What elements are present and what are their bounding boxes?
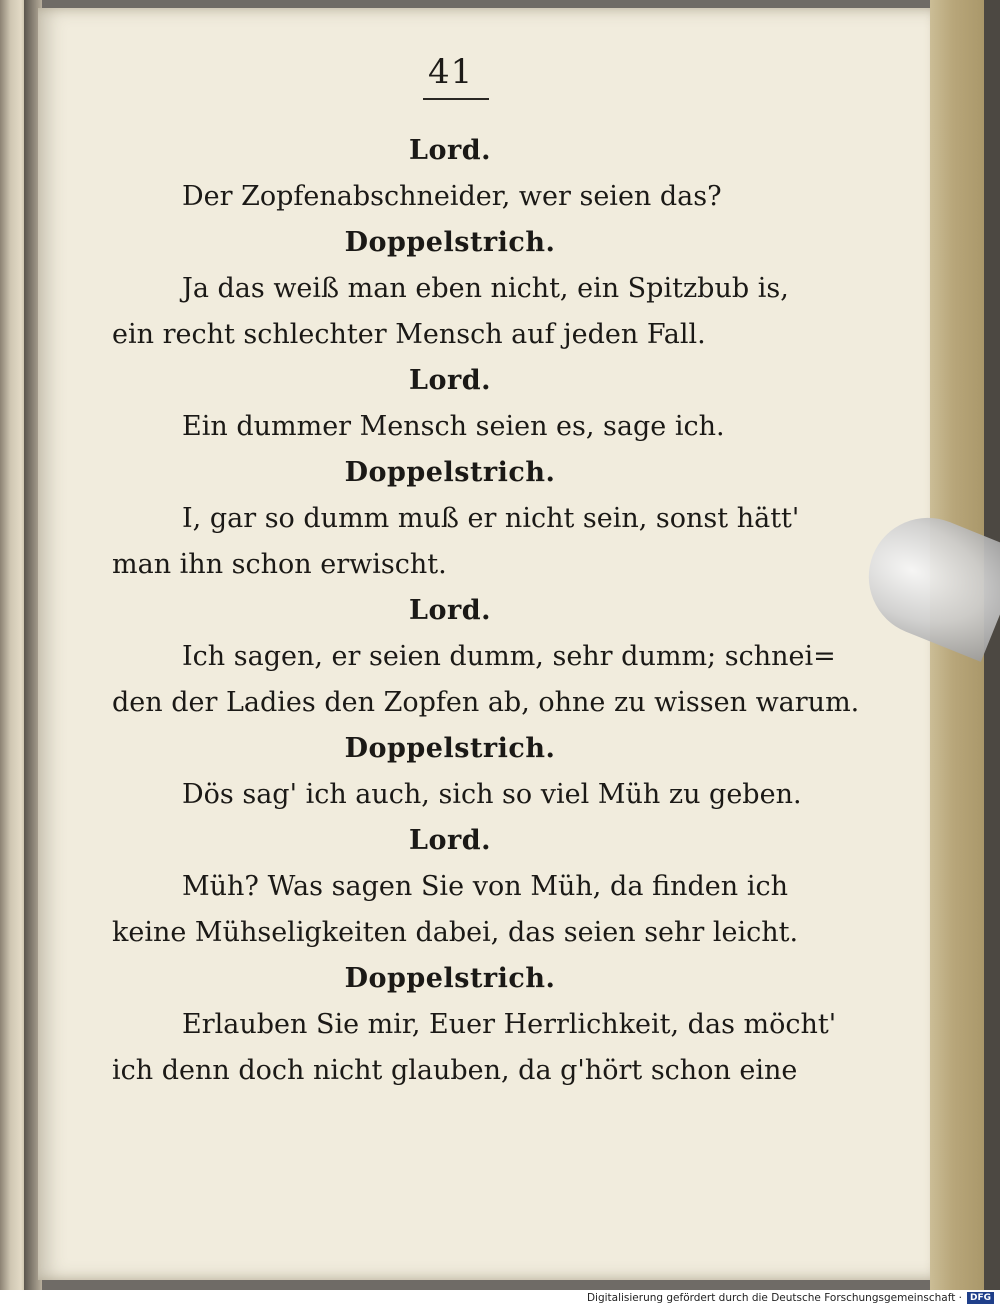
text-line: Ein dummer Mensch seien es, sage ich.	[182, 411, 725, 442]
page-number-rule	[423, 98, 489, 100]
speaker-heading: Lord.	[409, 595, 491, 626]
text-line: ein recht schlechter Mensch auf jeden Fall.	[112, 319, 706, 350]
speaker-heading: Lord.	[409, 825, 491, 856]
dfg-logo: DFG	[967, 1292, 994, 1304]
speaker-heading: Doppelstrich.	[344, 733, 556, 764]
text-line: keine Mühseligkeiten dabei, das seien sehr leicht.	[112, 917, 799, 948]
text-line: Ich sagen, er seien dumm, sehr dumm; schnei=	[182, 641, 836, 672]
text-line: Müh? Was sagen Sie von Müh, da finden ich	[182, 871, 788, 902]
speaker-heading: Doppelstrich.	[344, 457, 556, 488]
dialogue-text	[112, 128, 860, 1094]
speaker-heading: Lord.	[409, 135, 491, 166]
text-line: Ja das weiß man eben nicht, ein Spitzbub is,	[182, 273, 789, 304]
page-number: 41	[428, 52, 474, 92]
text-line: Der Zopfenabschneider, wer seien das?	[182, 181, 722, 212]
speaker-heading: Lord.	[409, 365, 491, 396]
text-line: Dös sag' ich auch, sich so viel Müh zu geben.	[182, 779, 802, 810]
digitization-credit: Digitalisierung gefördert durch die Deutsche Forschungsgemeinschaft ·	[586, 1292, 962, 1304]
text-line: man ihn schon erwischt.	[112, 549, 447, 580]
text-line: den der Ladies den Zopfen ab, ohne zu wissen warum.	[112, 687, 860, 718]
text-line: Erlauben Sie mir, Euer Herrlichkeit, das möcht'	[182, 1009, 837, 1040]
text-line: I, gar so dumm muß er nicht sein, sonst hätt'	[182, 503, 800, 534]
text-line: ich denn doch nicht glauben, da g'hört schon eine	[112, 1055, 798, 1086]
speaker-heading: Doppelstrich.	[344, 963, 556, 994]
speaker-heading: Doppelstrich.	[344, 227, 556, 258]
